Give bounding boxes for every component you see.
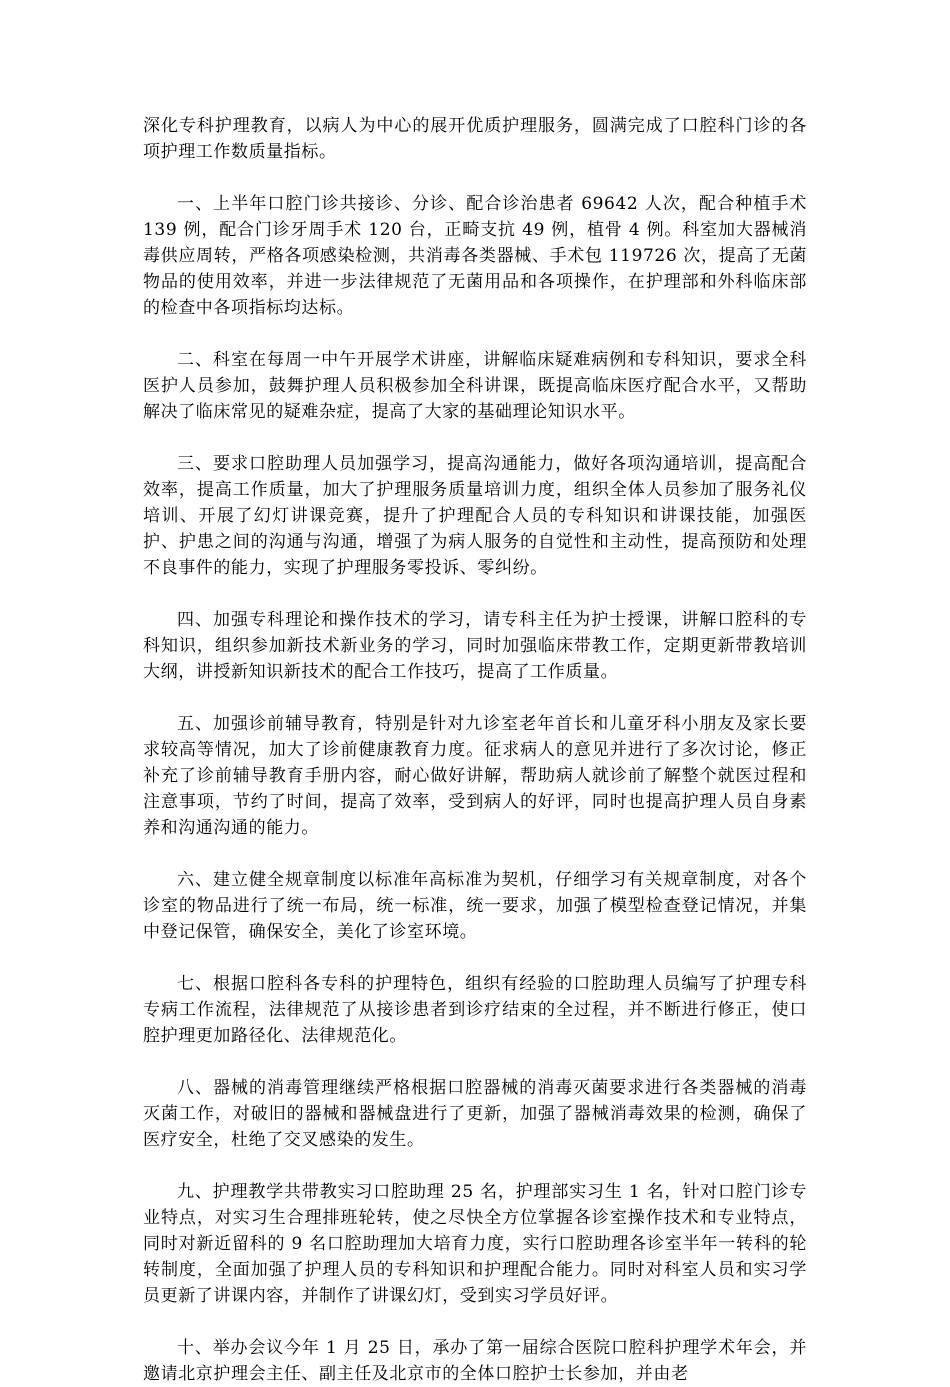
paragraph-item-1: 一、上半年口腔门诊共接诊、分诊、配合诊治患者 69642 人次，配合种植手术 139 例，配合门诊牙周手术 120 台，正畸支抗 49 例，植骨 4 例。科室加大器械消毒供应周转，严格各项感染检测，共消毒各类器械、手术包 119726 次，提高了无菌物品的使用效率，并进一步法律规范了无菌用品和各项操作，在护理部和外科临床部的检查中各项指标均达标。 — [143, 194, 807, 318]
paragraph-item-3: 三、要求口腔助理人员加强学习，提高沟通能力，做好各项沟通培训，提高配合效率，提高工作质量，加大了护理服务质量培训力度，组织全体人员参加了服务礼仪培训、开展了幻灯讲课竞赛，提升了护理配合人员的专科知识和讲课技能，加强医护、护患之间的沟通与沟通，增强了为病人服务的自觉性和主动性，提高预防和处理不良事件的能力，实现了护理服务零投诉、零纠纷。 — [143, 454, 807, 578]
paragraph-item-10: 十、举办会议今年 1 月 25 日，承办了第一届综合医院口腔科护理学术年会，并邀请北京护理会主任、副主任及北京市的全体口腔护士长参加，并由老 — [143, 1338, 807, 1384]
paragraph-item-7: 七、根据口腔科各专科的护理特色，组织有经验的口腔助理人员编写了护理专科专病工作流程，法律规范了从接诊患者到诊疗结束的全过程，并不断进行修正，使口腔护理更加路径化、法律规范化。 — [143, 974, 807, 1046]
paragraph-item-9: 九、护理教学共带教实习口腔助理 25 名，护理部实习生 1 名，针对口腔门诊专业特点，对实习生合理排班轮转，使之尽快全方位掌握各诊室操作技术和专业特点，同时对新近留科的 9 名口腔助理加大培育力度，实行口腔助理各诊室半年一转科的轮转制度，全面加强了护理人员的专科知识和护理配合能力。同时对科室人员和实习学员更新了讲课内容，并制作了讲课幻灯，受到实习学员好评。 — [143, 1182, 807, 1306]
paragraph-item-8: 八、器械的消毒管理继续严格根据口腔器械的消毒灭菌要求进行各类器械的消毒灭菌工作，对破旧的器械和器械盘进行了更新，加强了器械消毒效果的检测，确保了医疗安全，杜绝了交叉感染的发生。 — [143, 1078, 807, 1150]
paragraph-item-4: 四、加强专科理论和操作技术的学习，请专科主任为护士授课，讲解口腔科的专科知识，组织参加新技术新业务的学习，同时加强临床带教工作，定期更新带教培训大纲，讲授新知识新技术的配合工作技巧，提高了工作质量。 — [143, 610, 807, 682]
paragraph-item-6: 六、建立健全规章制度以标准年高标准为契机，仔细学习有关规章制度，对各个诊室的物品进行了统一布局，统一标准，统一要求，加强了模型检查登记情况，并集中登记保管，确保安全，美化了诊室环境。 — [143, 870, 807, 942]
paragraph-item-5: 五、加强诊前辅导教育，特别是针对九诊室老年首长和儿童牙科小朋友及家长要求较高等情况，加大了诊前健康教育力度。征求病人的意见并进行了多次讨论，修正补充了诊前辅导教育手册内容，耐心做好讲解，帮助病人就诊前了解整个就医过程和注意事项，节约了时间，提高了效率，受到病人的好评，同时也提高护理人员自身素养和沟通沟通的能力。 — [143, 714, 807, 838]
paragraph-intro: 深化专科护理教育，以病人为中心的展开优质护理服务，圆满完成了口腔科门诊的各项护理工作数质量指标。 — [143, 116, 807, 162]
paragraph-item-2: 二、科室在每周一中午开展学术讲座，讲解临床疑难病例和专科知识，要求全科医护人员参加，鼓舞护理人员积极参加全科讲课，既提高临床医疗配合水平，又帮助解决了临床常见的疑难杂症，提高了大家的基础理论知识水平。 — [143, 350, 807, 422]
document-body — [143, 113, 807, 1387]
